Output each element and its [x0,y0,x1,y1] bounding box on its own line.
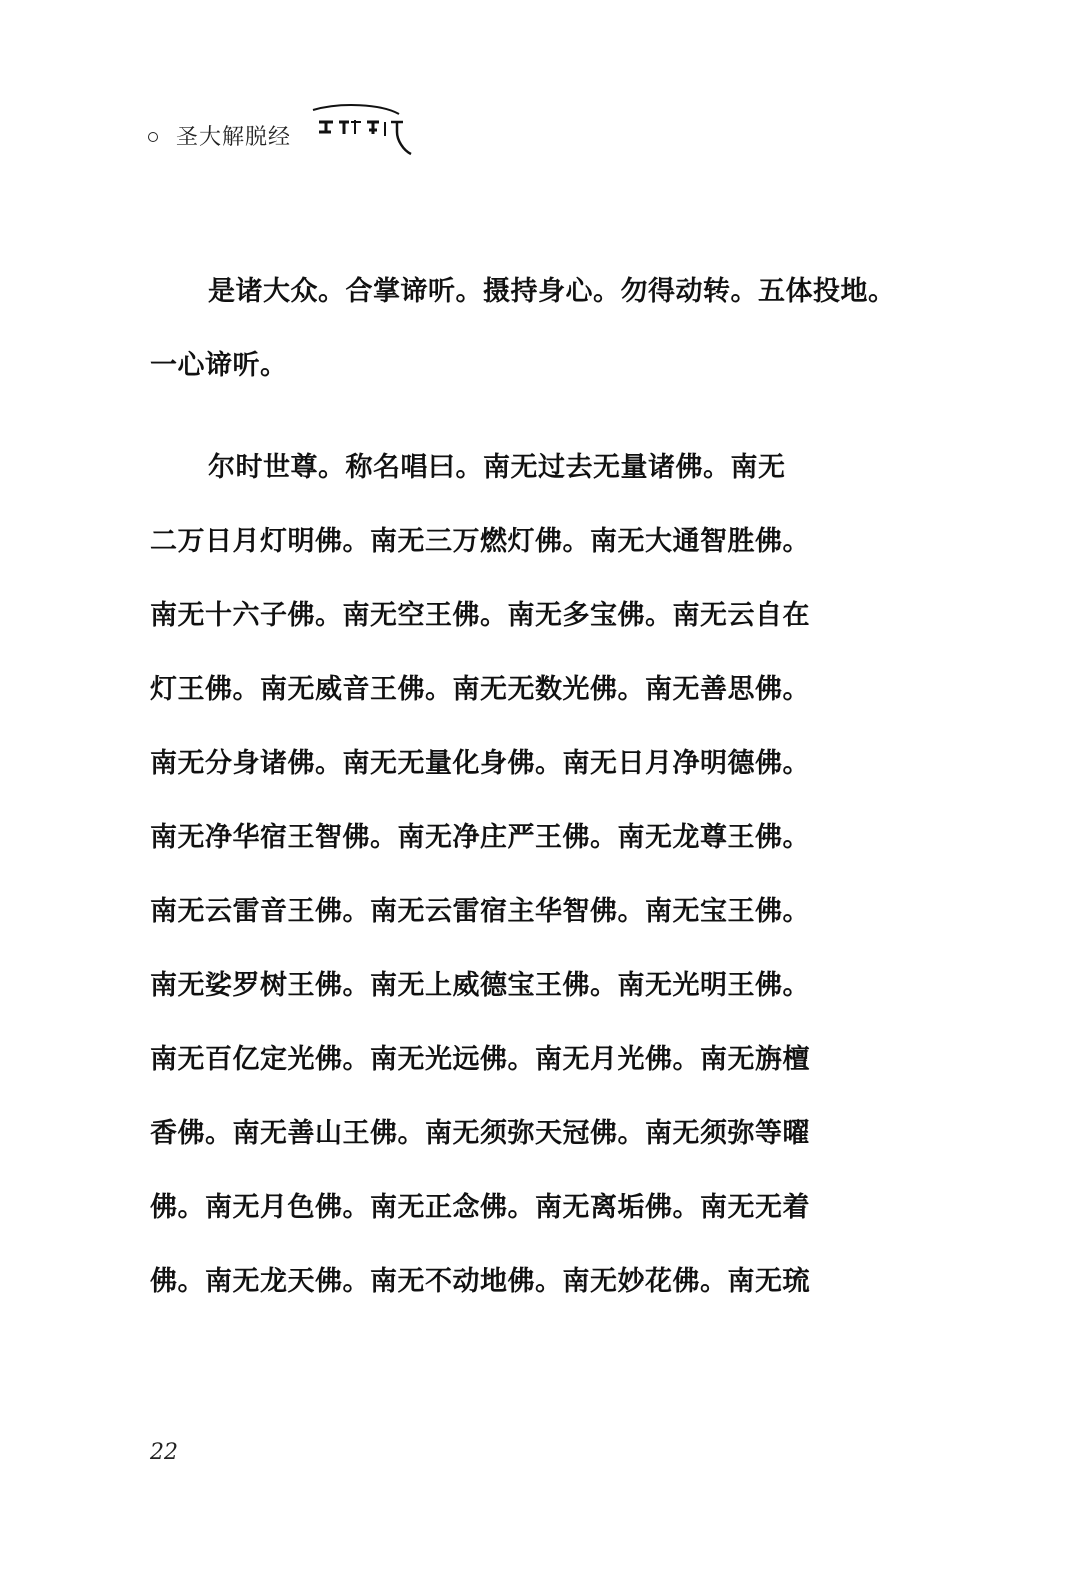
page-number: 22 [150,1440,178,1465]
text-line: 南无净华宿王智佛。南无净庄严王佛。南无龙尊王佛。 [150,822,810,853]
text-line: 南无百亿定光佛。南无光远佛。南无月光佛。南无旃檀 [150,1044,810,1075]
text-line: 南无十六子佛。南无空王佛。南无多宝佛。南无云自在 [150,600,810,631]
text-line: 一心谛听。 [150,350,288,381]
text-line: 佛。南无月色佛。南无正念佛。南无离垢佛。南无无着 [150,1192,810,1223]
text-line: 南无云雷音王佛。南无云雷宿主华智佛。南无宝王佛。 [150,896,810,927]
circle-bullet-icon [148,132,158,142]
text-line: 是诸大众。合掌谛听。摄持身心。勿得动转。五体投地。 [208,276,896,307]
text-line: 佛。南无龙天佛。南无不动地佛。南无妙花佛。南无琉 [150,1266,810,1297]
running-header [148,110,431,160]
paragraph-1 [150,255,896,403]
text-line: 香佛。南无善山王佛。南无须弥天冠佛。南无须弥等曜 [150,1118,810,1149]
text-line: 灯王佛。南无威音王佛。南无无数光佛。南无善思佛。 [150,674,810,705]
scripture-body [150,255,896,1319]
text-line: 二万日月灯明佛。南无三万燃灯佛。南无大通智胜佛。 [150,526,810,557]
paragraph-2 [150,431,870,1319]
text-line: 南无娑罗树王佛。南无上威德宝王佛。南无光明王佛。 [150,970,810,1001]
text-line: 南无分身诸佛。南无无量化身佛。南无日月净明德佛。 [150,748,810,779]
book-title: 圣大解脱经 [176,124,292,150]
text-line: 尔时世尊。称名唱曰。南无过去无量诸佛。南无 [208,452,786,483]
tibetan-script-icon [311,100,431,160]
